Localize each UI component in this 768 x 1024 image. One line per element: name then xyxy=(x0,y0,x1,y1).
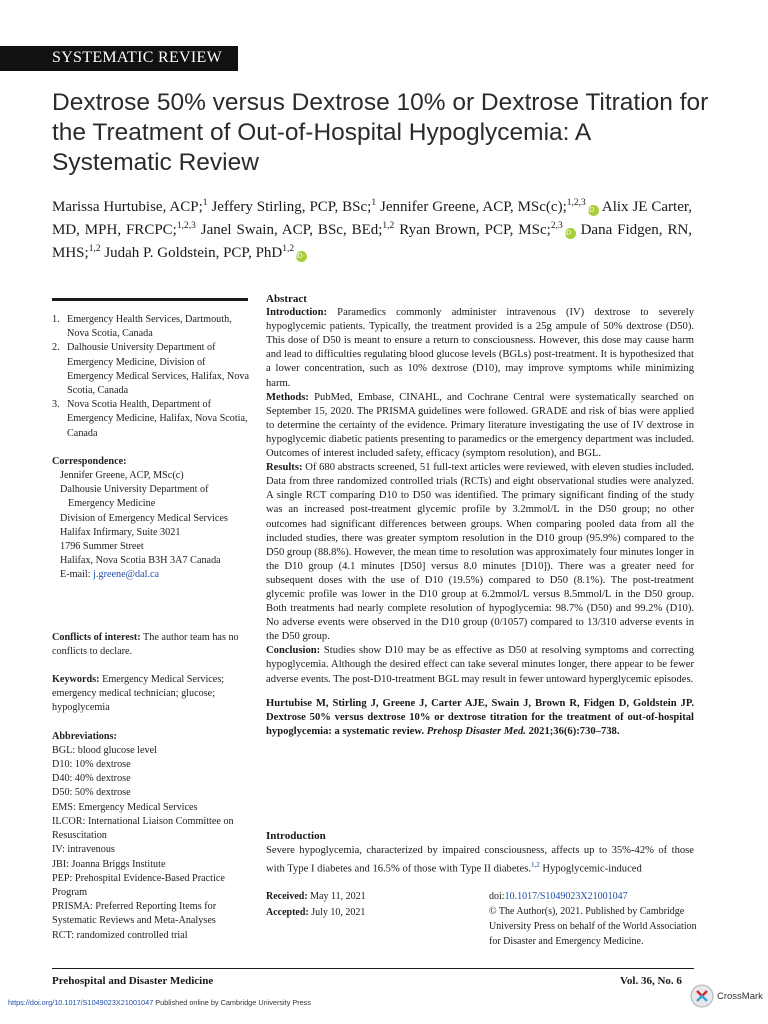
journal-name: Prehospital and Disaster Medicine xyxy=(52,975,214,987)
citation: Hurtubise M, Stirling J, Greene J, Carter AJE, Swain J, Brown R, Fidgen D, Goldstein JP. Dextrose 50% versus dextrose 10% or dextrose titration for the treatment of out-of-hospital hypoglycemia: a systematic review. Prehosp Disaster Med. 2021;36(6):730–738. xyxy=(266,697,694,737)
abstract-introduction: Introduction: Paramedics commonly administer intravenous (IV) dextrose to severely hypoglycemic patients. Typically, the treatment provided is a 25g ampule of 50% dextrose (D50). This dose of D50 is meant to ensure a return to consciousness. However, this dose may cause harm and lead to difficulties regulating blood glucose levels (BGLs) post-treatment. It is hypothesized that a lower concentration, such as 10% dextrose (D10), may improve symptoms while minimizing harm. xyxy=(266,307,695,389)
volume-issue: Vol. 36, No. 6 xyxy=(620,975,682,987)
article-info-sidebar xyxy=(52,313,252,943)
doi-link[interactable]: 10.1017/S1049023X21001047 xyxy=(504,891,628,902)
author: Jeffery Stirling, PCP, BSc;$^1$ xyxy=(211,198,377,215)
author: Jennifer Greene, ACP, MSc(c);$^{1,2,3}$iD xyxy=(380,199,599,215)
abstract-heading: Abstract xyxy=(266,293,307,305)
abbreviation-item: RCT: randomized controlled trial xyxy=(52,929,188,941)
correspondence-address: Jennifer Greene, ACP, MSc(c) Dalhousie University Department of Emergency Medicine Division of Emergency Medical Services Halifax Infirmary, Suite 3021 1796 Summer Street Halifax, Nova Scotia B3H 3A7 Canada E-mail: j.greene@dal.ca xyxy=(60,470,228,581)
abbreviation-item: BGL: blood glucose level xyxy=(52,744,157,756)
abbreviation-item: PRISMA: Preferred Reporting Items for Systematic Reviews and Meta-Analyses xyxy=(52,901,217,927)
abbreviation-item: D40: 40% dextrose xyxy=(52,773,131,785)
affiliation-item: 2. Dalhousie University Department of Emergency Medicine, Division of Emergency Medical Services, Halifax, Nova Scotia, Canada xyxy=(52,342,249,397)
affiliation-item: 1. Emergency Health Services, Dartmouth, Nova Scotia, Canada xyxy=(52,314,232,340)
published-online-line: https://doi.org/10.1017/S1049023X21001047 Published online by Cambridge University Press xyxy=(8,998,312,1007)
orcid-icon[interactable]: iD xyxy=(296,251,307,262)
abstract-conclusion: Conclusion: Studies show D10 may be as effective as D50 at resolving symptoms and correcting hypoglycemia. Although the desired effect can take several minutes longer, there appear to be fewer adverse events. The post-D10-treatment BGL may result in fewer untoward hyperglycemic episodes. xyxy=(266,645,694,685)
left-column-rule xyxy=(52,298,248,301)
doi-url-link[interactable]: https://doi.org/10.1017/S1049023X21001047 xyxy=(8,998,154,1007)
abstract-methods: Methods: PubMed, Embase, CINAHL, and Cochrane Central were systematically searched on September 15, 2020. The PRISMA guidelines were followed. GRADE and risk of bias were applied to determine the certainty of the evidence. Primary literature investigating the use of IV dextrose in hypoglycemic diabetic patients presenting to paramedics or the emergency department was included. Outcomes of interest included safety, efficacy (symptom resolution), and BGL. xyxy=(266,391,694,460)
abbreviation-item: D10: 10% dextrose xyxy=(52,759,131,771)
introduction-text: Severe hypoglycemia, characterized by impaired consciousness, affects up to 35%-42% of those with Type I diabetes and 16.5% of those with Type II diabetes.$^{1,2}$ Hypoglycemic-induced xyxy=(266,845,694,875)
author: Ryan Brown, PCP, MSc;$^{2,3}$iD xyxy=(399,222,575,238)
author: Janel Swain, ACP, BSc, BEd;$^{1,2}$ xyxy=(200,221,395,238)
abbreviation-item: D50: 50% dextrose xyxy=(52,787,131,799)
abbreviation-list xyxy=(52,744,252,943)
abbreviation-item: EMS: Emergency Medical Services xyxy=(52,801,198,813)
abbreviation-item: IV: intravenous xyxy=(52,844,115,856)
affiliation-list xyxy=(52,313,252,441)
abbreviation-item: ILCOR: International Liaison Committee on Resuscitation xyxy=(52,815,234,842)
keywords: Keywords: Emergency Medical Services; emergency medical technician; glucose; hypoglycemia xyxy=(52,674,225,714)
affiliation-item: 3. Nova Scotia Health, Department of Emergency Medicine, Halifax, Nova Scotia, Canada xyxy=(52,399,248,439)
abbreviations: Abbreviations: BGL: blood glucose level D10: 10% dextrose D40: 40% dextrose D50: 50% dextrose EMS: Emergency Medical Services ILCOR: International Liaison Committee on Resuscitation IV: intravenous JBI: Joanna Briggs Institute PEP: Prehospital Evidence-Based Practice Program PRISMA: Preferred Reporting Items for Systematic Reviews and Meta-Analyses RCT: randomized controlled trial xyxy=(52,730,252,943)
crossmark-label: CrossMark xyxy=(717,990,763,1002)
article-title: Dextrose 50% versus Dextrose 10% or Dextrose Titration for the Treatment of Out-of-Hospital Hypoglycemia: A Systematic Review xyxy=(52,89,709,176)
article-dates: Received: May 11, 2021 Accepted: July 10, 2021 xyxy=(266,891,366,918)
author: Marissa Hurtubise, ACP;$^1$ xyxy=(52,198,208,215)
introduction-heading: Introduction xyxy=(266,830,326,842)
correspondence-email-link[interactable]: j.greene@dal.ca xyxy=(93,569,160,581)
correspondence-label: Correspondence: xyxy=(52,455,127,467)
abstract xyxy=(266,292,694,739)
crossmark-badge[interactable] xyxy=(690,984,763,1008)
abstract-results: Results: Of 680 abstracts screened, 51 full-text articles were reviewed, with eleven studies included. Data from three randomized controlled trials (RCTs) and eight observational studies were analyzed. A single RCT comparing D10 to D50 was identified. The primary significant finding of the study was an increased post-treatment glycemic profile by 3.2mmol/L in the D50 group; no other outcomes had significant differences between groups. When comparing pooled data from all the included studies, there was greater symptom resolution in the D10 group (95.9%) compared to the D50 group (88.8%). However, the mean time to resolution was approximately four minutes longer in the D10 group (4.1 minutes [D50] versus 8.0 minutes [D10]). There was a greater need for subsequent doses with the use of D10 (19.5%) compared to D50 (8.1%). The post-treatment glycemic profile was lower in the D10 group at 6.2mmol/L versus 8.5mmol/L in the D50 group. Both treatments had nearly complete resolution of hypoglycemia: 98.7% (D50) and 99.2% (D10). No adverse events were observed in the D10 group (0/1057) compared to 13/310 adverse events in the D50 group. xyxy=(266,462,694,643)
footer-rule xyxy=(52,968,694,969)
crossmark-icon xyxy=(690,984,714,1008)
reference-link[interactable]: 1,2 xyxy=(530,861,540,870)
conflicts-of-interest: Conflicts of interest: The author team has no conflicts to declare. xyxy=(52,631,239,657)
author: Dana Fidgen, RN, MHS;$^{1,2}$ xyxy=(52,222,693,261)
abbreviation-item: JBI: Joanna Briggs Institute xyxy=(52,858,166,870)
author: Alix JE Carter, MD, MPH, FRCPC;$^{1,2,3}$ xyxy=(52,199,693,238)
section-label: SYSTEMATIC REVIEW xyxy=(0,46,238,71)
abbreviation-item: PEP: Prehospital Evidence-Based Practice Program xyxy=(52,872,225,898)
author-list xyxy=(52,196,692,265)
orcid-icon[interactable]: iD xyxy=(588,205,599,216)
author: Judah P. Goldstein, PCP, PhD$^{1,2}$iD xyxy=(104,245,307,261)
orcid-icon[interactable]: iD xyxy=(565,228,576,239)
doi-copyright: doi:10.1017/S1049023X21001047 © The Author(s), 2021. Published by Cambridge University Press on behalf of the World Association for Disaster and Emergency Medicine. xyxy=(489,891,697,947)
